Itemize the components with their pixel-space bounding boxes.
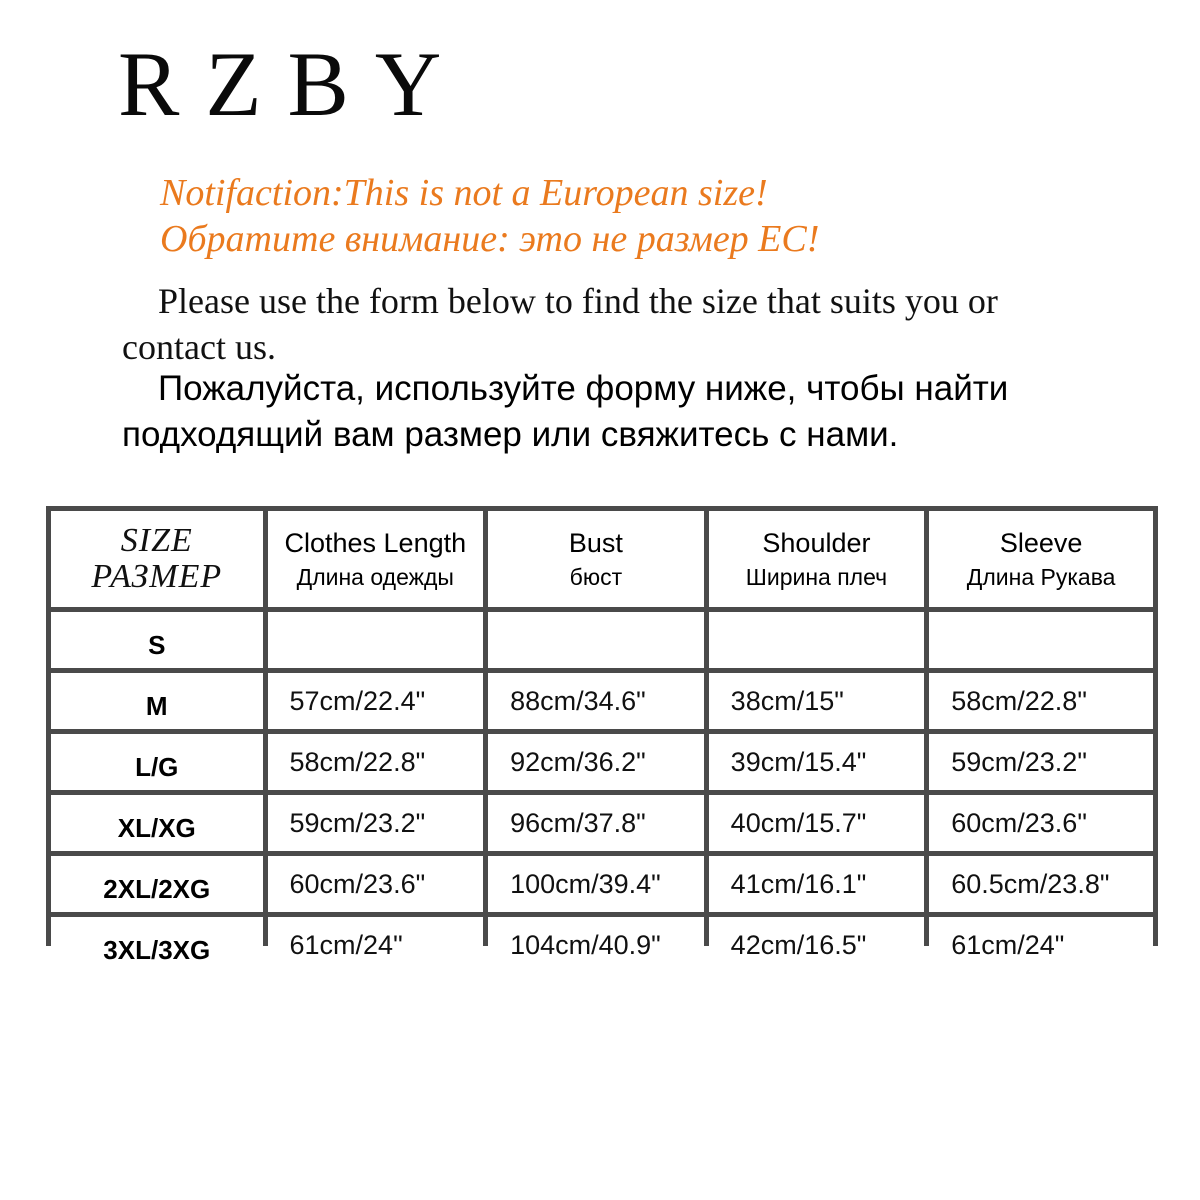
table-row xyxy=(51,673,1153,729)
size-header-russian: РАЗМЕР xyxy=(91,558,223,595)
table-row xyxy=(51,795,1153,851)
bust-cell: 100cm/39.4" xyxy=(488,856,704,912)
clothes-length-cell: 58cm/22.8" xyxy=(268,734,484,790)
sleeve-cell xyxy=(929,612,1153,668)
intro-english xyxy=(122,278,1122,370)
table-row xyxy=(51,917,1153,973)
shoulder-cell: 41cm/16.1" xyxy=(709,856,925,912)
header-label-russian: бюст xyxy=(569,564,623,590)
bust-cell: 96cm/37.8" xyxy=(488,795,704,851)
sleeve-cell: 59cm/23.2" xyxy=(929,734,1153,790)
clothes-length-cell: 61cm/24" xyxy=(268,917,484,973)
header-label-russian: Длина одежды xyxy=(296,564,454,590)
notice-english: Notifaction:This is not a European size! xyxy=(160,172,768,214)
clothes-length-cell: 60cm/23.6" xyxy=(268,856,484,912)
intro-english-line-2: contact us. xyxy=(122,327,276,367)
sleeve-cell: 60.5cm/23.8" xyxy=(929,856,1153,912)
brand-logo: RZBY xyxy=(118,33,468,135)
header-label-english: Bust xyxy=(568,528,623,558)
header-label-english: Clothes Length xyxy=(284,528,467,558)
header-shoulder xyxy=(709,511,925,607)
sleeve-cell: 61cm/24" xyxy=(929,917,1153,973)
header-clothes-length xyxy=(268,511,484,607)
shoulder-cell: 39cm/15.4" xyxy=(709,734,925,790)
header-label-russian: Ширина плеч xyxy=(745,564,888,590)
shoulder-cell xyxy=(709,612,925,668)
intro-russian-line-2: подходящий вам размер или свяжитесь с нами. xyxy=(122,415,899,454)
shoulder-cell: 42cm/16.5" xyxy=(709,917,925,973)
table-row xyxy=(51,612,1153,668)
clothes-length-cell: 57cm/22.4" xyxy=(268,673,484,729)
intro-russian-line-1: Пожалуйста, используйте форму ниже, чтобы найти xyxy=(158,369,1009,408)
sleeve-cell: 58cm/22.8" xyxy=(929,673,1153,729)
notice-russian: Обратите внимание: это не размер ЕС! xyxy=(160,218,820,260)
bust-cell: 88cm/34.6" xyxy=(488,673,704,729)
header-sleeve xyxy=(929,511,1153,607)
sleeve-cell: 60cm/23.6" xyxy=(929,795,1153,851)
table-row xyxy=(51,856,1153,912)
size-label: 2XL/2XG xyxy=(51,856,263,912)
bust-cell: 104cm/40.9" xyxy=(488,917,704,973)
bust-cell xyxy=(488,612,704,668)
size-notice xyxy=(160,170,819,262)
shoulder-cell: 38cm/15" xyxy=(709,673,925,729)
size-table xyxy=(46,506,1158,978)
clothes-length-cell xyxy=(268,612,484,668)
bust-cell: 92cm/36.2" xyxy=(488,734,704,790)
size-header-english: SIZE xyxy=(120,522,193,559)
intro-russian xyxy=(122,366,1162,458)
size-label: L/G xyxy=(51,734,263,790)
header-label-english: Shoulder xyxy=(762,528,871,558)
clothes-length-cell: 59cm/23.2" xyxy=(268,795,484,851)
size-label: XL/XG xyxy=(51,795,263,851)
size-label: 3XL/3XG xyxy=(51,917,263,973)
shoulder-cell: 40cm/15.7" xyxy=(709,795,925,851)
size-chart xyxy=(46,506,1158,965)
size-label: S xyxy=(51,612,263,668)
header-bust xyxy=(488,511,704,607)
size-label: M xyxy=(51,673,263,729)
intro-english-line-1: Please use the form below to find the size that suits you or xyxy=(158,281,998,321)
size-header-cell xyxy=(51,511,263,607)
header-label-english: Sleeve xyxy=(999,528,1083,558)
table-header-row xyxy=(51,511,1153,607)
table-row xyxy=(51,734,1153,790)
header-label-russian: Длина Рукава xyxy=(966,564,1116,590)
